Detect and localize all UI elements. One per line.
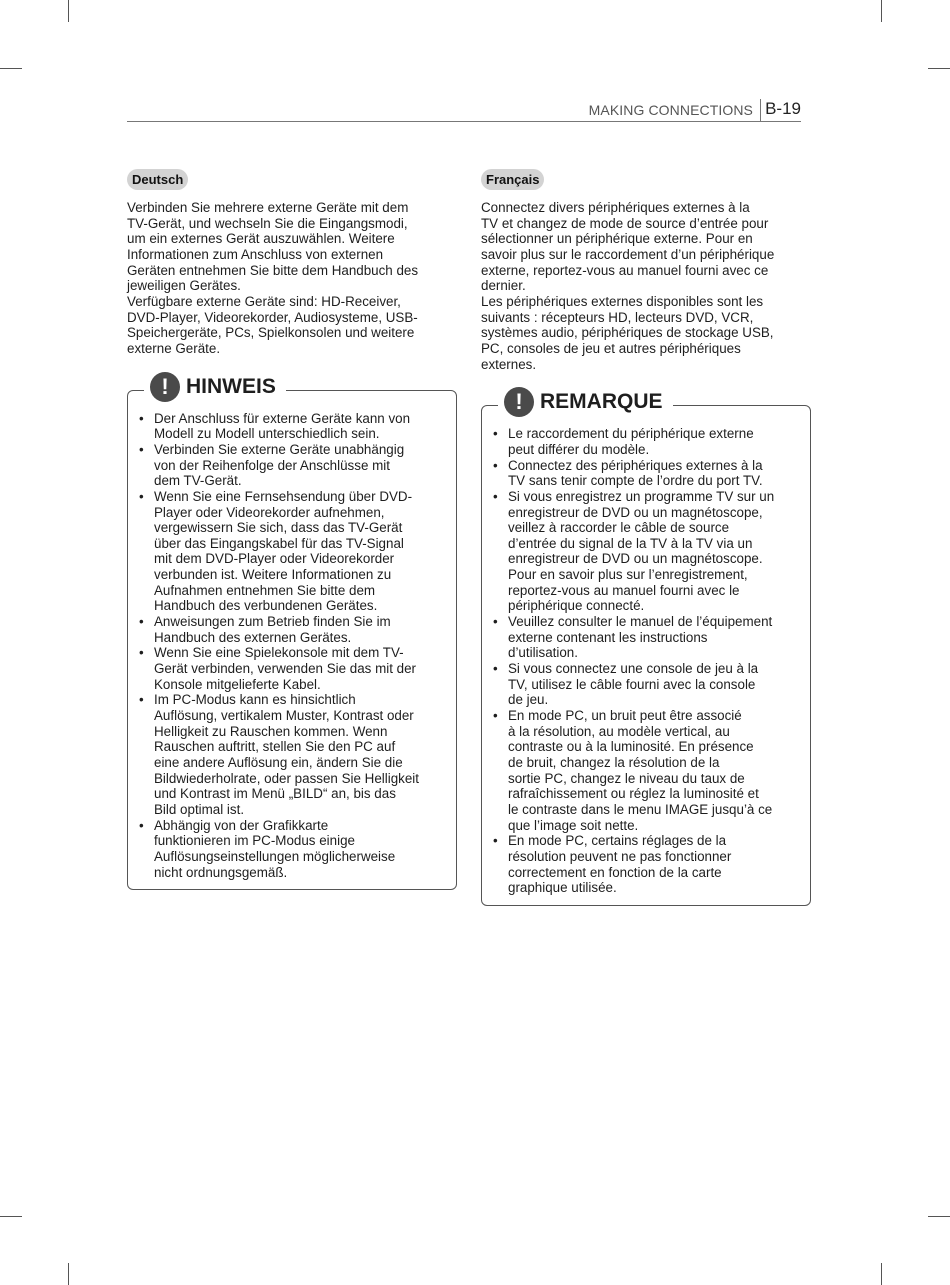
list-item: • Im PC-Modus kann es hinsichtlich Auflösung, vertikalem Muster, Kontrast oder Helligkeit zu Rauschen kommen. Wenn Rauschen auftritt, stellen Sie den PC auf eine andere Auflösung ein, ändern Sie die Bildwiederholrate, oder passen Sie Helligkeit und Kontrast im Menü „BILD“ an, bis das Bild optimal ist.: [128, 692, 446, 817]
list-item: • Wenn Sie eine Spielekonsole mit dem TV- Gerät verbinden, verwenden Sie das mit der Konsole mitgelieferte Kabel.: [128, 645, 446, 692]
note-box-francais: [481, 389, 811, 906]
crop-mark: [68, 1263, 69, 1285]
crop-mark: [881, 1263, 882, 1285]
column-francais: [481, 169, 801, 906]
list-item: • Connectez des périphériques externes à la TV sans tenir compte de l’ordre du port TV.: [482, 458, 800, 489]
list-item: • En mode PC, certains réglages de la résolution peuvent ne pas fonctionner correctement en fonction de la carte graphique utilisée.: [482, 833, 800, 896]
language-badge-francais: Français: [481, 169, 544, 190]
list-item: • Veuillez consulter le manuel de l’équipement externe contenant les instructions d’utilisation.: [482, 614, 800, 661]
list-item: • Le raccordement du périphérique externe peut différer du modèle.: [482, 426, 800, 457]
list-item: • Abhängig von der Grafikkarte funktionieren im PC-Modus einige Auflösungseinstellungen möglicherweise nicht ordnungsgemäß.: [128, 818, 446, 881]
section-title: MAKING CONNECTIONS: [588, 102, 753, 118]
page-number: B-19: [765, 99, 801, 118]
list-item: • Anweisungen zum Betrieb finden Sie im Handbuch des externen Gerätes.: [128, 614, 446, 645]
crop-mark: [68, 0, 69, 22]
intro-paragraph-deutsch: Verbinden Sie mehrere externe Geräte mit dem TV-Gerät, und wechseln Sie die Eingangsmodi, um ein externes Gerät auszuwählen. Weitere Informationen zum Anschluss von externen Geräten entnehmen Sie bitte dem Handbuch des jeweiligen Gerätes. Verfügbare externe Geräte sind: HD-Receiver, DVD-Player, Videorekorder, Audiosysteme, USB- Speichergeräte, PCs, Spielkonsolen und weitere externe Geräte.: [127, 200, 419, 356]
crop-mark: [928, 68, 950, 69]
list-item: • Der Anschluss für externe Geräte kann von Modell zu Modell unterschiedlich sein.: [128, 411, 446, 442]
page-header: [127, 99, 801, 122]
note-header-deutsch: [144, 372, 286, 402]
crop-mark: [0, 1216, 22, 1217]
intro-paragraph-francais: Connectez divers périphériques externes à la TV et changez de mode de source d’entrée pour sélectionner un périphérique externe. Pour en savoir plus sur le raccordement d’un périphérique externe, reportez-vous au manuel fourni avec ce dernier. Les périphériques externes disponibles sont les suivants : récepteurs HD, lecteurs DVD, VCR, systèmes audio, périphériques de stockage USB, PC, consoles de jeu et autres périphériques externes.: [481, 200, 775, 372]
list-item: • Wenn Sie eine Fernsehsendung über DVD- Player oder Videorekorder aufnehmen, vergewissern Sie sich, dass das TV-Gerät über das Eingangskabel für das TV-Signal mit dem DVD-Player oder Videorekorder verbunden ist. Weitere Informationen zu Aufnahmen entnehmen Sie bitte dem Handbuch des verbundenen Gerätes.: [128, 489, 446, 614]
crop-mark: [928, 1216, 950, 1217]
list-item: • Si vous enregistrez un programme TV sur un enregistreur de DVD ou un magnétoscope, veillez à raccorder le câble de source d’entrée du signal de la TV à la TV via un enregistreur de DVD ou un magnétoscope. Pour en savoir plus sur l’enregistrement, reportez-vous au manuel fourni avec le périphérique connecté.: [482, 489, 800, 614]
column-deutsch: [127, 169, 447, 890]
crop-mark: [0, 68, 22, 69]
language-badge-deutsch: Deutsch: [127, 169, 188, 190]
list-item: • Verbinden Sie externe Geräte unabhängig von der Reihenfolge der Anschlüsse mit dem TV-Gerät.: [128, 442, 446, 489]
note-list-francais: [482, 426, 800, 896]
note-list-deutsch: [128, 411, 446, 881]
list-item: • En mode PC, un bruit peut être associé à la résolution, au modèle vertical, au contraste ou à la luminosité. En présence de bruit, changez la résolution de la sortie PC, changez le niveau du taux de rafraîchissement ou réglez la luminosité et le contraste dans le menu IMAGE jusqu’à ce que l’image soit nette.: [482, 708, 800, 833]
exclamation-icon: !: [504, 387, 534, 417]
crop-mark: [881, 0, 882, 22]
note-title-francais: REMARQUE: [540, 390, 663, 414]
note-header-francais: [498, 387, 673, 417]
header-divider: [760, 99, 761, 121]
note-title-deutsch: HINWEIS: [186, 374, 276, 398]
exclamation-icon: !: [150, 372, 180, 402]
list-item: • Si vous connectez une console de jeu à la TV, utilisez le câble fourni avec la console de jeu.: [482, 661, 800, 708]
note-box-deutsch: [127, 373, 457, 891]
